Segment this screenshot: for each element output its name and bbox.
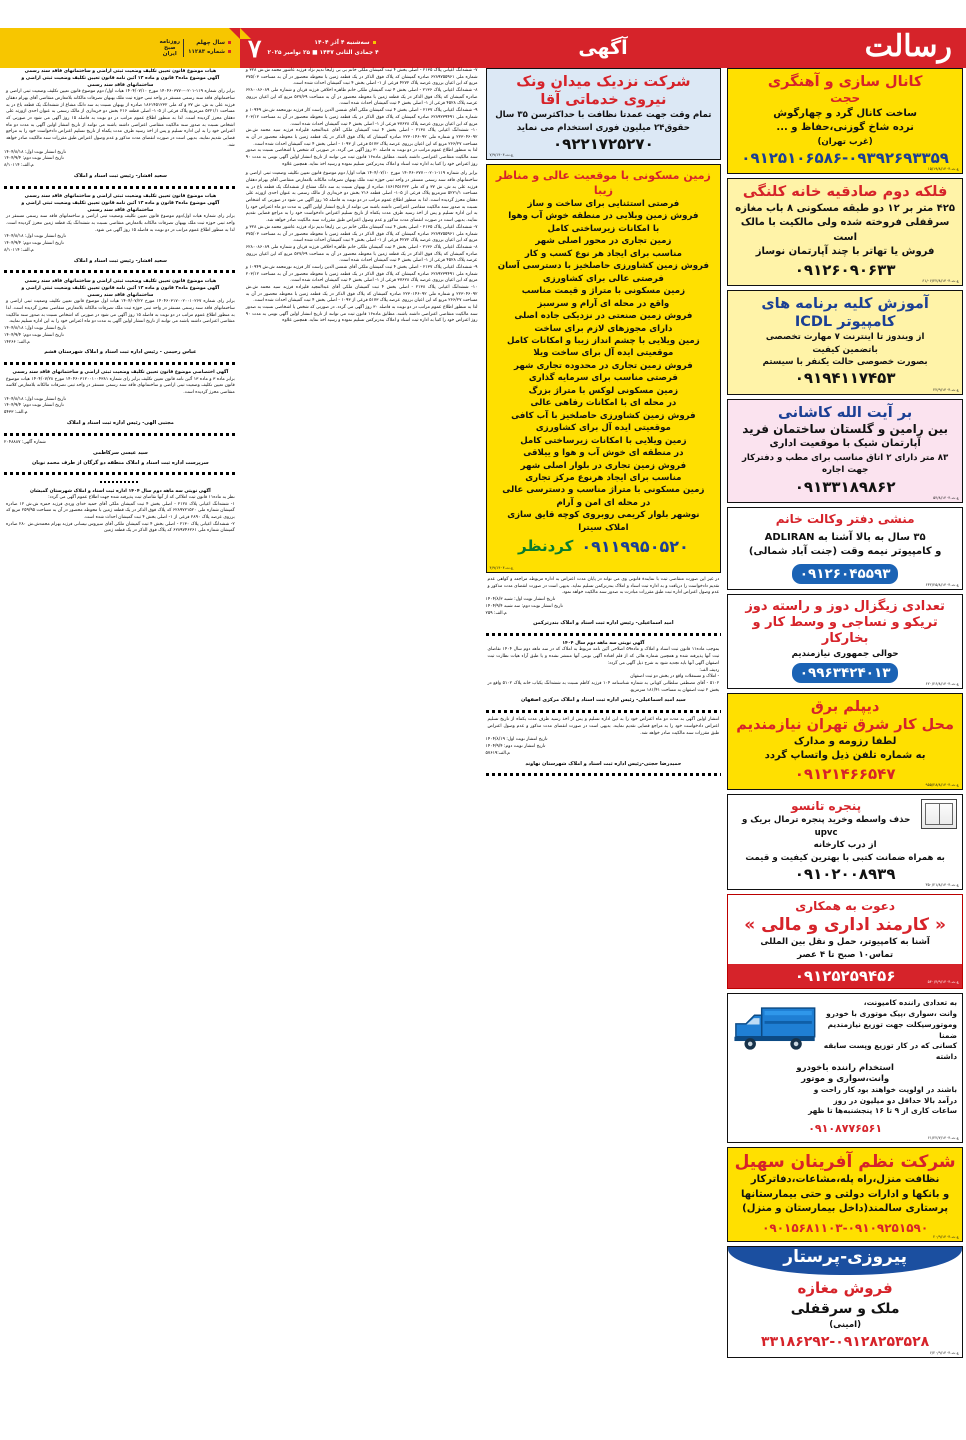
notice-body: انتشار اولین آگهی به مدت دو ماه اعتراض خود را به این اداره تسلیم و پس از اخذ رسید ظرف مدت یکماه از تاریخ تسلیم اعتراض دادخواست خود را به مراجع قضایی تقدیم نمایند. بدیهی است در صورت انقضای مدت مذکور و عدم وصول اعتراض طبق مقررات سند مالکیت صادر خواهد شد. (487, 717, 720, 736)
ad-subtitle: « کارمند اداری و مالی » (744, 915, 946, 936)
notice-signature: سعید افشار- رئیس ثبت اسناد و املاک (73, 257, 167, 264)
ad-contact-label: کردنظر (518, 537, 574, 556)
ad-phone[interactable]: ۰۹۱۹۴۱۱۷۴۵۳ (794, 369, 896, 388)
section-title: آگهی (578, 37, 628, 59)
ad-title: منشی دفتر وکالت خانم (775, 512, 915, 527)
ad-phone[interactable]: ۰۹۱۲۵۱۰۶۵۸۶-۰۹۳۹۲۶۹۳۳۵۹ (741, 149, 949, 168)
ad-line: ۴۲۵ متر بر ۱۲ دو طبقه مسکونی ۸ باب مغازه (735, 202, 955, 214)
ad-phone[interactable]: ۰۹۱۲۵۲۵۹۴۵۶ (794, 967, 896, 986)
ad-line: فرصتی استثنایی برای ساخت و ساز (527, 199, 680, 209)
notice-body: برابر رای شماره ۱۴۰۴۶۰۳۱۷۰۰۲۰۰۱۰۲۶۷ مورخ ۱۴۰۴/۰۷/۲۲ هیات اول موضوع قانون تعیین تکلیف وضعیت ثبتی اراضی و ساختمانهای فاقد سند رسمی مستقر در واحد ثبتی حوزه ثبت ملک تصرفات مالکانه بلامعارض متقاضی محرز گردیده است. لذا به منظور اطلاع عموم مراتب در دو نوبت به فاصله ۱۵ روز آگهی می شود در صورتی که اشخاص نسبت به صدور سند مالکیت متقاضی اعتراضی داشته باشند می توانند از تاریخ انتشار اولین آگهی به مدت دو ماه اعتراض خود را به این اداره تسلیم نمایند. (6, 299, 235, 325)
ad-title: دعوت به همکاری (795, 899, 896, 914)
ad-code: ع.ث-۷/۹/۱۴۰۴ (489, 152, 514, 158)
notice-separator (4, 184, 237, 189)
notice-separator (486, 772, 722, 777)
notice-signature: حمیدرضا حجتی-رئیس اداره ثبت اسناد و املاک شهرستان نهاوند (525, 760, 682, 767)
notice-ref: شماره آگهی: ۲۰۴۸۸۸۷ (4, 440, 46, 446)
column-ads-left (724, 68, 966, 1440)
masthead (0, 28, 966, 68)
ad-header-arch (728, 1246, 962, 1275)
ad-phone[interactable]: ۰۹۹۶۳۴۲۴۰۱۳ (792, 663, 899, 683)
ad-phone-banner (728, 964, 962, 988)
ad-code: ع.ث-۶/۲۰/۹/۱۴۰۴ (929, 1350, 959, 1356)
ad-phone[interactable]: ۰۹۱۲۶۰۴۵۵۹۳ (792, 564, 899, 584)
notice-item: ۲- ششدانگ اعیانی پلاک ۲۱۳۰ - اصلی بخش ۴ ثبت گمیشان ملکی آقای سیروس نیسانی فرزند بهرام محمدش.ش ۲۸۰ صادره گمیشان شماره ملی ۶۲۸۹۷۴۶۲۶۱ که پلاک فوق الذکر در یک قطعه زمین (6, 521, 235, 534)
ad-code: ع.ث-۵۴۰/۴/۹/۱۴۰۴ (927, 979, 959, 985)
notice-heading-1: هیات موضوع قانون تعیین تکلیف وضعیت ثبتی اراضی و ساختمانهای فاقد سند رسمی (24, 194, 217, 199)
ad-line: ملک و سرقفلی (790, 1300, 900, 1317)
notice-signature: مجتبی الهی- رئیس اداره ثبت اسناد و املاک (66, 420, 174, 427)
ad-line: حوالی جمهوری نیازمندیم (791, 648, 899, 659)
ad-line: فروش یا تهاتر با چند آپارتمان نوساز (755, 246, 935, 258)
ad-line: واقع در محله ای آرام و سرسبز (537, 298, 670, 309)
ad-line: با امکانات زیرساختی کامل (547, 223, 660, 234)
notice-signature: امید اسماعیلی- رئیس اداره ثبت اسناد و املاک بندرترکمن (533, 620, 674, 627)
ad-line: در منطقه ای خوش آب و هوا و ییلاقی (523, 448, 684, 459)
notice-heading: آگهی نوبتی سه ماهه دوم سال ۱۴۰۴ اداره ثبت اسناد و املاک شهرستان گمیشان (30, 488, 211, 494)
ad-line: (غرب تهران) (817, 136, 873, 147)
masthead-red-band (240, 28, 966, 68)
legal-notice (4, 68, 237, 180)
ad-phone[interactable]: ۰۹۱۱۹۹۵۰۵۲۰ (581, 537, 689, 557)
notice-heading-2: آگهی موضوع ماده۳ قانون و ماده ۱۳ آئین نامه قانون تعیین تکلیف وضعیت ثبتی اراضی و ساختمانهای فاقد سند رسمی (21, 76, 220, 89)
notice-signature: سید امید اسماعیلی- رئیس اداره ثبت اسناد و املاک مرکزی اصفهان (521, 697, 686, 704)
ad-line: فروش زمین کشاورزی حاصلخیز با آب کافی (511, 410, 696, 421)
ad-line: فروش زمین ویلایی در منطقه خوش آب وهوا (508, 211, 699, 222)
ad-line: پرستاری سالمند(داخل بیمارستان و منزل) (742, 1203, 949, 1215)
notice-separator (486, 708, 722, 713)
notice-item: ۹- ششدانگ اعیانی پلاک ۲۱۳۷ - اصلی بخش ۴ ثبت گمیشان ملکی آقای شمس الدین راست کار فرزند نورمحمد ش.ش ۱۰۹۴۹ و شماره ملی ۶۲۸۹۲۳۹۴۹۱ صادره گمیشان که پلاک فوق الذکر در یک قطعه زمین با محوطه محصور در آن به مساحت ۲۰۳/۱۲ مربع که این اعیان برروی عرصه پلاک ۳۷۶۲۸ فرعی از ۱- اصلی بخش ۴ ثبت گمیشان احداث شده است. (245, 108, 478, 127)
ad-line: فروش زمین کشاورزی حاصلخیز با دسترسی آسان (497, 261, 710, 272)
ad-code: ع.ث-۴/۹/۱۴۰۴ (489, 564, 514, 570)
notice-date-1: تاریخ انتشار نوبت اول: ۱۴۰۴/۸/۱۸ (4, 396, 66, 402)
ad-line: آشنا به کامپیوتر، حمل و نقل بین المللی (760, 937, 930, 948)
notice-ref: م.الف: ۸/۱۰۱۱۴ (4, 163, 34, 169)
ad-nazm-afarinan[interactable] (727, 1147, 963, 1242)
notice-item-repeat: ۷- ششدانگ اعیانی پلاک ۲۱۳۵ - اصلی بخش ۴ ثبت گمیشان ملکی خانم بی بی زلیخا ندیم نژاد فرزند عاشور محمد ش.ش ۳۲۸ و شماره ملی ۶۲۸۹۷۵۵۹۶۱ صادره گمیشان که پلاک فوق الذکر در یک قطعه زمین با محوطه محصور در آن به مساحت ۳۷۵/۰۳ مربع که این اعیان برروی عرصه پلاک ۴۲۷۲ فرعی از ۱- اصلی بخش ۴ ثبت گمیشان احداث شده است. (245, 224, 478, 244)
ad-sherkat-vanak[interactable] (486, 68, 722, 160)
issue-label: شماره ۱۱۲۸۳ (188, 49, 225, 55)
ad-phone[interactable]: ۰۹۱۳۳۱۸۹۸۶۲ (794, 477, 896, 496)
ad-line: نرده شاخ گوزنی،حفاظ و ... (776, 122, 914, 134)
ad-title: شرکت نظم آفرینان سهیل (734, 1151, 956, 1172)
ad-subtitle: حجت (830, 91, 861, 106)
notice-heading-1: آگهی اختصاصی موضوع قانون تعیین تکلیف وضعیت ثبتی اراضی و ساختمانهای فاقد سند رسمی (12, 370, 229, 376)
ad-line: مناسب برای ایجاد هر نوع کسب و کار (524, 248, 682, 259)
ad-code: ع.ث-۶۲۰/۲۶/۸/۱۴۰۴ (925, 681, 959, 687)
ad-title: فلکه دوم صادقیه خانه کلنگی (742, 184, 948, 201)
ad-line: حذف واسطه وخرید پنجره ترمال بریک و upvc (741, 815, 911, 838)
ad-line: فرصتی مناسب برای سرمایه گذاری (528, 373, 678, 384)
paper-logo-stack (159, 39, 184, 58)
legal-notice (486, 717, 722, 768)
date-solar: سه‌شنبه ۴ آذر ۱۴۰۴ (314, 39, 370, 46)
corner-triangle-yellow (240, 28, 251, 39)
notice-ref: م.الف:۵۷۶۱۹ (485, 751, 510, 757)
notice-date-1: تاریخ انتشار نوبت اول: ۱۴۰۴/۸/۱۸ (4, 234, 66, 240)
ad-subtitle: کامپیوتر ICDL (794, 313, 896, 330)
ad-phone[interactable]: ۰۹۱۲۶۰۹۰۶۳۳ (794, 260, 896, 279)
ad-piroozi-parastar[interactable] (727, 1246, 963, 1358)
notice-ref: م.الف: ۵۴۳۳ (4, 410, 28, 416)
date-lunar-gregorian: ۴ جمادی الثانی ۱۴۴۷ ■ ۲۵ نوامبر ۲۰۲۵ (267, 50, 379, 56)
notice-date-2: تاریخ انتشار نوبت دوم: ۱۴۰۴/۹/۴ (485, 744, 546, 750)
legal-notice (486, 640, 722, 704)
ad-title: شرکت نزدیک میدان ونک (516, 74, 691, 90)
ad-code: ع.ث-۶۱/۲۲/۷/۱۴۰۴ (927, 1134, 959, 1140)
ad-line: مناسب برای ایجاد هرنوع مرکز تجاری (525, 472, 682, 483)
ad-line: (امینی) (829, 1319, 862, 1330)
ad-line: در محله ای با امکانات رفاهی عالی (530, 398, 677, 409)
ad-davat-hamkari[interactable] (727, 894, 963, 989)
ad-phone[interactable]: ۰۹۲۲۱۷۲۵۲۷۰ (553, 135, 654, 154)
ad-line: به تعدادی راننده کامیونت، (863, 998, 957, 1008)
notice-heading: آگهی نوبتی سه ماهه دوم سال ۱۴۰۴ (562, 641, 645, 647)
legal-notice-list (244, 68, 480, 168)
ad-line: بصورت خصوصی حالت یکنفر با سیستم (762, 356, 928, 367)
legal-notice (486, 577, 722, 628)
notice-date-2: تاریخ انتشار نوبت دوم: ۱۴۰۴/۹/۴ (4, 403, 64, 409)
ad-line: زمین ویلایی با چشم انداز زیبا و امکانات کامل (507, 335, 700, 346)
masthead-dates (267, 38, 378, 58)
notice-separator (4, 360, 237, 365)
notice-item: ۸- ششدانگ اعیانی پلاک ۲۱۳۶ - اصلی بخش ۴ ثبت گمیشان ملکی خانم طاهره اخلاقی فرزند قربان و شماره ملی ۶۲۸۰۰۸۶۰۸۹ صادره گمیشان که پلاک فوق الذکر در یک قطعه زمین با محوطه محصور در آن به مساحت ۵۲۷/۶۹ مربع که این اعیان برروی عرصه پلاک ۴۵۲۸ فرعی از ۱- اصلی بخش ۴ ثبت گمیشان احداث شده است. (245, 88, 478, 107)
ad-subtitle: تریکو و نساجی و وسط کار و بخارکار (752, 615, 938, 647)
column-ads-two (483, 68, 725, 1440)
notice-ref: م.الف: ۱۴۲۶۶ (4, 339, 30, 345)
ad-code: ع.ث-۳۵۰/۲۱/۸/۱۴۰۴ (925, 882, 959, 888)
notice-item-repeat: ۹- ششدانگ اعیانی پلاک ۲۱۳۷ - اصلی بخش ۴ ثبت گمیشان ملکی آقای شمس الدین راست کار فرزند نورمحمد ش.ش ۱۰۹۴۹ و شماره ملی ۶۲۸۹۲۳۹۴۹۱ صادره گمیشان که پلاک فوق الذکر در یک قطعه زمین با محوطه محصور در آن به مساحت ۲۰۳/۱۲ مربع که این اعیان برروی عرصه پلاک ۳۷۶۲۸ فرعی از ۱- اصلی بخش ۴ ثبت گمیشان احداث شده است. (245, 264, 478, 284)
ad-line: املاک سیترا (578, 522, 629, 533)
ad-title: پیروزی-پرستار (783, 1246, 907, 1267)
notice-separator (4, 431, 237, 436)
year-label: سال چهلم (196, 40, 225, 47)
ad-code: ع.ث-۲۰/۹/۱۴۰۴ (933, 1233, 959, 1239)
notice-body: نظر به ماده۱۱ قانون ثبت املاکی که از آنها تقاضای ثبت پذیرفته شده جهت اطلاع عموم آگهی می گردد: (48, 495, 235, 501)
logo-line-2: صبح (164, 44, 176, 51)
legal-notice (4, 193, 237, 265)
ad-line: تماس۱۰ صبح تا ۴ عصر (797, 949, 894, 960)
ad-line: ساعات کاری از ۹ تا ۱۶ پنجشنبه‌ها تا ظهر (808, 1106, 957, 1116)
notice-date-1: تاریخ انتشار نوبت اول: ۱۴۰۴/۸/۱۸ (4, 325, 66, 331)
ad-falake-dovom[interactable] (727, 178, 963, 285)
page-number: ۷ (248, 33, 262, 63)
notice-separator (4, 471, 237, 476)
notice-body: بموجب ماده۱۱ قانون ثبت اسناد و املاک و ماده۵۹ اصلاحی آئین نامه مربوط به املاک که در سه ماهه دوم سال ۱۴۰۴ تقاضای ثبت آنها پذیرفته شده و همچنین شماره هائی که از قلم افتاده آگهی نوبتی آنها منتشر نشده و یا طبق آراء هیات نظارت ثبت اصفهان آگهی آنها باید تجدید شود به شرح ذیل آگهی می گردد: (487, 647, 720, 666)
ad-line: باتضمین کیفیت (812, 344, 878, 355)
paper-title: رسالت (864, 29, 952, 64)
ad-line: باشند در اولویت خواهند بود کار راحت و (813, 1084, 957, 1094)
notice-body-repeat: برابر رای شماره ۱۱۹-۰۲۰۱-۱۴۰۴۶۰۳۷۷۰ مورخ ۱۴۰۴/۰۷/۱۰ هیات اول/ دوم موضوع قانون تعیین تکلیف وضعیت ثبتی اراضی و ساختمانهای فاقد سند رسمی مستقر در واحد ثبتی حوزه ثبت ملک بهبهان تصرفات مالکانه بلامعارض متقاضی آقای بهرام دهقان فرزند علی به ش. ش ۳۷ و کد ملی ۱۸۶۱۴۵۱۲۳۲ صادره از بهبهان نسبت به سه دانگ مشاع از ششدانگ یک قطعه باغ در به مساحت ۵۲۲۱/۱ مترمربع پلاک فرعی از ۱۰۵- اصلی قطعه ۲۱۶ بخش دو خریداری از مالک رسمی به عنوان احدی ازورثه علی دهقان محرز گردیده است. لذا به منظور اطلاع عموم مراتب در دو نوبت به فاصله ۱۵ روز آگهی می شود در صورتی که اشخاص نسبت به صدور سند مالکیت متقاضی اعتراضی داشته باشند می توانند از تاریخ انتشار اولین آگهی به مدت دو ماه اعتراض خود را به این اداره تسلیم و پس از اخذ رسید ظرف مدت یکماه از تاریخ تسلیم اعتراض دادخواست خود را به مراجع قضایی تقدیم نمایند. بدیهی است در صورت انقضای مدت مذکور و عدم وصول اعتراض طبق مقررات سند مالکیت صادر خواهد شد. (245, 171, 478, 224)
notice-body: برابر ماده ۳ و ماده ۱۳ آئین نامه قانون تعیین تکلیف برابر رای شماره ۱۴۰۴۶۰۳۱۲۰۰۱۰۰۴۳۸۱ مورخ ۱۴۰۴/۰۷/۲۸ هیات موضوع قانون تعیین تکلیف وضعیت ثبتی اراضی و ساختمانهای فاقد سند رسمی مستقر در واحد ثبتی تصرفات مالکانه بلامعارض کلاسه متقاضی محرز گردیده است. (6, 376, 235, 395)
ad-phone[interactable]: ۳۳۱۸۶۲۹۲-۰۹۱۲۸۲۵۳۵۲۸ (761, 1334, 930, 1351)
column-legal-mid (241, 68, 483, 1440)
ad-subtitle: فروش مغازه (797, 1279, 893, 1298)
ad-ayatollah-kashani[interactable] (727, 399, 963, 503)
legal-notice (4, 278, 237, 357)
notice-heading-1: هیات موضوع قانون تعیین تکلیف وضعیت ثبتی اراضی و ساختمانهای فاقد سند رسمی (24, 69, 217, 74)
ad-subtitle: بین رامین و گلستان ساختمان فرید (742, 421, 949, 436)
ad-line: نوشهر بلوار کریمی روبروی کوچه قایق سازی (507, 510, 700, 521)
ad-zamin-maskoni[interactable] (486, 164, 722, 572)
corner-triangle-red (229, 28, 240, 39)
notice-body: در غیر این صورت متقاضی ثبت با نمایندهٔ قانونی وی می تواند در پایان مدت اعتراض به اداره مربوطه مراجعه و گواهی عدم تقدیم دادخواست را دریافت و به اداره ثبت اسناد و املاک بندرترکمن تسلیم نماید. بدیهی است در صورت انقضای مدت مذکور و عدم وصول اعتراض اداره ثبت طبق مقررات مبادرت به صدور سند مالکیت خواهد نمود. (487, 576, 720, 596)
ad-phone[interactable]: ۰۹۰۱۵۶۸۱۱۰۳-۰۹۱۰۹۲۵۱۵۹۰ (762, 1220, 929, 1235)
ad-code: ع.ث-۶۱/۰۶/۲۲/۸/۱۴۰۴ (922, 277, 959, 283)
notice-ref: م.الف: ۸/۱۰۱۱۴ (4, 248, 34, 254)
notice-separator-short (100, 480, 140, 485)
notice-heading-1: هیات موضوع قانون تعیین تکلیف وضعیت ثبتی اراضی و ساختمانهای فاقد سند رسمی (24, 278, 217, 284)
ad-line: ساخت کانال گرد و چهارگوش (773, 107, 917, 119)
notice-date-1: تاریخ انتشار نوبت اول: ۱۴۰۴/۸/۱۸ (4, 149, 66, 155)
ad-line: کسانی که در کار توزیع وپست سابقه داشته (823, 1041, 957, 1062)
ad-line: و بانکها و ادارات دولتی و حتی بیمارستانها (741, 1188, 950, 1200)
ad-line: از درب کارخانه (813, 840, 877, 851)
ad-line: آپارتمان شیک با موقعیت اداری (769, 438, 921, 450)
notice-date-2: تاریخ انتشار نوبت دوم: سه شنبه ۱۴۰۴/۹/۴ (485, 603, 563, 609)
notice-item: ۷- ششدانگ اعیانی پلاک ۲۱۳۵ - اصلی بخش ۴ ثبت گمیشان ملکی خانم بی بی زلیخا ندیم نژاد فرزند عاشور محمد ش.ش ۳۲۸ و شماره ملی ۶۲۸۹۷۵۵۹۶۱ صادره گمیشان که پلاک فوق الذکر در یک قطعه زمین با محوطه محصور در آن به مساحت ۳۷۵/۰۳ مربع که این اعیان برروی عرصه پلاک ۴۲۷۲ فرعی از ۱- اصلی بخش ۴ ثبت گمیشان احداث شده است. (245, 68, 478, 87)
ad-diplom-bargh[interactable] (727, 693, 963, 790)
notice-tail: لذا به منظور اطلاع عموم مراتب در دو نوبت به فاصله ۳۰ روز آگهی می گردد. در صورتی که شخص یا اشخاصی نسبت به صدور سند مالکیت متقاضی اعتراضی داشته باشند. مطابق ماده۱۶ قانون ثبت می توانند از تاریخ انتشار اولین آگهی نوبتی به مدت ۹۰ روز اعتراض خود را کتبا به اداره ثبت اسناد و املاک بندرترکمن تسلیم نموده و رسید اخذ نماید. همچنین علاوه (245, 148, 478, 167)
legal-notice (244, 171, 480, 325)
ad-code: ع.ث-۲۲/۹/۱۴۰۴ (933, 386, 959, 392)
ad-line: از ویندوز تا اینترنت ۷ مهارت تخصصی (765, 332, 925, 343)
legal-notice (4, 440, 237, 467)
ad-title: پنجره تانسو (791, 798, 862, 813)
notice-signature: سعید افشار- رئیس ثبت اسناد و املاک (73, 173, 167, 179)
notice-separator (4, 269, 237, 274)
ad-line: لطفا رزومه و مدارک (793, 735, 897, 747)
logo-line-1: روزنامه (159, 38, 181, 45)
notice-item: ۱- ششدانگ اعیانی پلاک ۲۱۲۸ - اصلی بخش ۴ ثبت گمیشان ملکی آقای حمید خدای وردی فرزند حمزه ش.ش ۱۲ صادره گمیشان شماره ملی ۶۲۸۹۷۲۱۵۲۰ که پلاک فوق الذکر در یک قطعه زمین با محوطه محصور در آن به مساحت ۲۵۹/۹۵ مربع که برروی عرصه پلاک ۲۸۹۰ فرعی از ۱- اصلی بخش ۴ ثبت گمیشان احداث شده است. (6, 501, 235, 521)
ad-line: سرقفلی فروخته شده ولی مالکیت با مالک است (740, 217, 950, 243)
column-legal-right (0, 68, 241, 1440)
ad-line: ۳۵ سال به بالا آشنا به ADLIRAN (764, 531, 926, 543)
ad-line: فروش زمین تجاری در بلوار اصلی شهر (520, 460, 687, 471)
ad-line: به همراه ضمانت کتبی با بهترین کیفیت و قیمت (745, 852, 945, 863)
ad-line: نظافت منزل،راه پله،مشاعات،دفاترکار (750, 1174, 940, 1186)
ad-line: فروش زمین تجاری در محدوده تجاری شهر (514, 360, 693, 371)
ad-line: دارای مجوزهای لازم برای ساخت (534, 323, 673, 334)
ad-line: فروش زمین صنعتی در نزدیکی جاده اصلی (514, 311, 693, 322)
ad-subtitle: محل کار شرق تهران نیازمندیم (736, 717, 954, 734)
legal-notice (4, 488, 237, 535)
ad-ranande-kamionet[interactable] (727, 993, 963, 1143)
notice-item: ۵۱۰۲ - آقای مصطفی سلطانی کوبانی به شماره شناسنامه ۱۰۴ فرزند کاظم نسبت به ششدانگ یکباب خانه پلاک ۵۱۰۲ واقع در بخش ۲ ثبت اصفهان به مساحت ۱۸۱/۴۱ مترمربع. (487, 680, 720, 693)
ad-line: در محله ای امن و آرام (556, 497, 651, 508)
ad-line: ۸۳ متر دارای ۲ اتاق مناسب برای مطب و دفترکار (741, 452, 949, 463)
ad-monshi-vekalat[interactable] (727, 507, 963, 590)
ad-line: زمین مسکونی با متراژ مناسب و دسترسی عالی (502, 485, 705, 496)
notice-body: برابر رای شماره ۱۱۹-۰۲۰۱-۱۴۰۴۶۰۳۷۷۰ مورخ ۱۴۰۴/۰۷/۱۰ هیات اول/ دوم موضوع قانون تعیین تکلیف وضعیت ثبتی اراضی و ساختمانهای فاقد سند رسمی مستقر در واحد ثبتی حوزه ثبت ملک بهبهان تصرفات مالکانه بلامعارض متقاضی آقای بهرام دهقان فرزند علی به ش. ش ۳۷ و کد ملی ۱۸۶۱۴۵۱۲۳۲ صادره از بهبهان نسبت به سه دانگ مشاع از ششدانگ یک قطعه باغ در به مساحت ۵۲۲۱/۱ مترمربع پلاک فرعی از ۱۰۵- اصلی قطعه ۲۱۶ بخش دو خریداری از مالک رسمی به عنوان احدی ازورثه علی دهقان محرز گردیده است. لذا به منظور اطلاع عموم مراتب در دو نوبت به فاصله ۱۵ روز آگهی می شود در صورتی که اشخاص نسبت به صدور سند مالکیت متقاضی اعتراضی داشته باشند می توانند از تاریخ انتشار اولین آگهی به مدت دو ماه اعتراض خود را به این اداره تسلیم و پس از اخذ رسید ظرف مدت یکماه از تاریخ تسلیم اعتراض دادخواست خود را به مراجع قضایی تقدیم نمایند. بدیهی است در صورت انقضای مدت مذکور و عدم وصول اعتراض طبق مقررات سند مالکیت صادر خواهد شد. (6, 89, 235, 148)
notice-sub: ردیف الف: (699, 667, 720, 673)
ad-phone[interactable]: ۰۹۱۰۸۷۷۶۵۶۱ (808, 1122, 883, 1136)
notice-tail-repeat: لذا به منظور اطلاع عموم مراتب در دو نوبت به فاصله ۳۰ روز آگهی می گردد. در صورتی که شخص یا اشخاصی نسبت به صدور سند مالکیت متقاضی اعتراضی داشته باشند. مطابق ماده۱۶ قانون ثبت می توانند از تاریخ انتشار اولین آگهی نوبتی به مدت ۹۰ روز اعتراض خود را کتبا به اداره ثبت اسناد و املاک بندرترکمن تسلیم نموده و رسید اخذ نماید. همچنین علاوه (245, 305, 478, 324)
ad-title: کانال سازی و آهنگری (767, 74, 923, 90)
ad-title: زمین مسکونی با موقعیت عالی و مناظر زیبا (495, 169, 711, 197)
ad-title: بر آیت الله کاشانی (778, 404, 913, 421)
notice-heading-2: آگهی موضوع ماده۳ قانون و ماده ۱۳ آئین نامه قانون تعیین تکلیف وضعیت ثبتی اراضی و ساختمانهای فاقد سند رسمی (21, 285, 220, 299)
masthead-logo-panel (0, 28, 240, 68)
ad-code: ع.ث-۹۵۵/۲۸/۸/۱۴۰۴ (925, 781, 959, 787)
notice-date-2: تاریخ انتشار نوبت دوم: ۱۴۰۴/۹/۴ (4, 241, 64, 247)
ad-icdl[interactable] (727, 290, 963, 395)
page-columns (0, 68, 966, 1440)
notice-date-2: تاریخ انتشار نوبت دوم: ۱۴۰۴/۹/۴ (4, 156, 64, 162)
notice-item: ۱۰- ششدانگ اعیانی پلاک ۲۱۳۸ - اصلی بخش ۴ ثبت گمیشان ملکی آقای عبدالمجید قلیزاده فرزند سید محمد ش.ش ۲۲۳۰۴۶۰۹۲ و شماره ملی ۲۲۳۰۱۴۶۰۹۲ صادره گمیشان که پلاک فوق الذکر در یک قطعه زمین با محوطه محصور در آن به مساحت ۲۶۶/۲۷ مربع که این اعیان برروی عرصه پلاک ۵۱۷۳ فرعی از ۱۰۹۳ - اصلی بخش ۴ ثبت گمیشان احداث شده است. (245, 128, 478, 147)
ad-title: تعدادی زیگزال دوز و راسته دوز (745, 598, 945, 614)
ad-line: زمین تجاری در محور اصلی شهر (535, 236, 672, 247)
notice-date-2: تاریخ انتشار نوبت دوم: ۱۴۰۴/۹/۴ (4, 332, 64, 338)
window-icon (921, 799, 957, 829)
legal-notice (4, 369, 237, 427)
ad-title: استخدام راننده باخودرو (796, 1062, 894, 1073)
ad-panjere-tanso[interactable] (727, 794, 963, 891)
ad-line: زمین مسکونی لوکس با متراژ بزرگ (528, 385, 679, 396)
ad-line: موقعیتی ایده آل برای ساخت ویلا (533, 348, 674, 359)
ad-line: موقعیتی ایده آل برای کشاورزی (535, 423, 671, 434)
ad-line: وانت ،سواری ،پیک موتوری با خودرو (826, 1009, 957, 1019)
ad-line: و کامپیوتر نیمه وقت (جنت آباد شمالی) (748, 546, 942, 558)
notice-heading-2: آگهی موضوع ماده۳ قانون و ماده ۱۳ آئین نامه قانون تعیین تکلیف وضعیت ثبتی اراضی و ساختمانهای فاقد سند رسمی (21, 201, 220, 214)
notice-ref: م.الف: ۲۵۹ (485, 610, 507, 616)
ad-line: حقوق۲۴ میلیون فوری استخدام می نماید (516, 122, 690, 133)
ad-zigzag-duz[interactable] (727, 594, 963, 689)
ad-subtitle: نیروی خدماتی آقا (540, 92, 667, 109)
ad-line: جهت اجاره (821, 465, 869, 476)
ad-line: وموتورسیکلت جهت توزیع نیازمندیم ضمنا (827, 1019, 957, 1040)
notice-date-1: تاریخ انتشار نوبت اول: شنبه ۱۴۰۴/۸/۳ (485, 596, 556, 602)
ad-line: درآمد بالا حداقل دو میلیون در روز (833, 1095, 957, 1105)
notice-item-repeat: ۸- ششدانگ اعیانی پلاک ۲۱۳۶ - اصلی بخش ۴ ثبت گمیشان ملکی خانم طاهره اخلاقی فرزند قربان و شماره ملی ۶۲۸۰۰۸۶۰۸۹ صادره گمیشان که پلاک فوق الذکر در یک قطعه زمین با محوطه محصور در آن به مساحت ۵۲۷/۶۹ مربع که این اعیان برروی عرصه پلاک ۴۵۲۸ فرعی از ۱- اصلی بخش ۴ ثبت گمیشان احداث شده است. (245, 244, 478, 264)
truck-icon (733, 1000, 819, 1062)
ad-phone[interactable]: ۰۹۱۰۲۰۰۸۹۳۹ (794, 865, 896, 884)
ad-code: ع.ث-۶۳۲/۲۵/۸/۱۴۰۴ (925, 581, 959, 587)
ad-line: زمین ویلایی با امکانات زیرساختی کامل (520, 435, 687, 446)
ad-line: زمین مسکونی با متراژ و قیمت مناسب (521, 286, 686, 297)
notice-signature-title: سرپرست اداره ثبت اسناد و املاک منطقه دو گرگان از طرف محمد نوبان (32, 459, 209, 466)
notice-signature: سید عیسی سرکاظمی (92, 449, 148, 456)
ad-line: تمام وقت جهت عمدتا نظافت با حداکثرسن ۳۵ سال (495, 110, 712, 121)
ad-subtitle: وانت،سواری و موتور (801, 1073, 890, 1084)
ad-line: فرصتی عالی برای کشاورزی (542, 273, 664, 284)
ad-phone[interactable]: ۰۹۱۲۱۴۶۶۵۴۷ (794, 764, 896, 783)
logo-line-3: ایران (162, 51, 177, 58)
ad-line: به شماره تلفن ذیل واتساپ گردد (764, 750, 926, 762)
ad-code: ع.ث-۱۵/۱۹/۸/۱۴۰۴ (927, 166, 959, 172)
notice-date-1: تاریخ انتشار نوبت اول: ۱۴۰۴/۸/۱۹ (485, 737, 548, 743)
ad-title: آموزش کلیه برنامه های (761, 295, 929, 312)
notice-body: برابر رای شماره هیات اول/دوم موضوع قانون تعیین تکلیف وضعیت ثبتی اراضی و ساختمانهای فاقد سند رسمی مستقر در واحد ثبتی حوزه ثبت ملک بهبهان تصرفات مالکانه بلامعارض متقاضی نسبت به ششدانگ یک قطعه زمین محرز گردیده است. لذا به منظور اطلاع عموم مراتب در دو نوبت به فاصله ۱۵ روز آگهی می شود. (6, 214, 235, 233)
notice-separator (486, 631, 722, 636)
notice-signature: عباس رحیمی - رئیس اداره ثبت اسناد و املاک شهرستان قشم (44, 349, 197, 356)
notice-sub2: - املاک و مستغلات واقع در بخش دو ثبت اصفهان (630, 674, 720, 680)
ad-kanal-sazi[interactable] (727, 68, 963, 174)
masthead-issue-meta (188, 39, 234, 57)
ad-title: دیپلم برق (810, 699, 880, 716)
ad-code: ع.ث-۵۴/۸/۱۴۰۴ (933, 495, 959, 501)
notice-item-repeat: ۱۰- ششدانگ اعیانی پلاک ۲۱۳۸ - اصلی بخش ۴ ثبت گمیشان ملکی آقای عبدالمجید قلیزاده فرزند سید محمد ش.ش ۲۲۳۰۴۶۰۹۲ و شماره ملی ۲۲۳۰۱۴۶۰۹۲ صادره گمیشان که پلاک فوق الذکر در یک قطعه زمین با محوطه محصور در آن به مساحت ۲۶۶/۲۷ مربع که این اعیان برروی عرصه پلاک ۵۱۷۳ فرعی از ۱۰۹۳ - اصلی بخش ۴ ثبت گمیشان احداث شده است. (245, 285, 478, 304)
